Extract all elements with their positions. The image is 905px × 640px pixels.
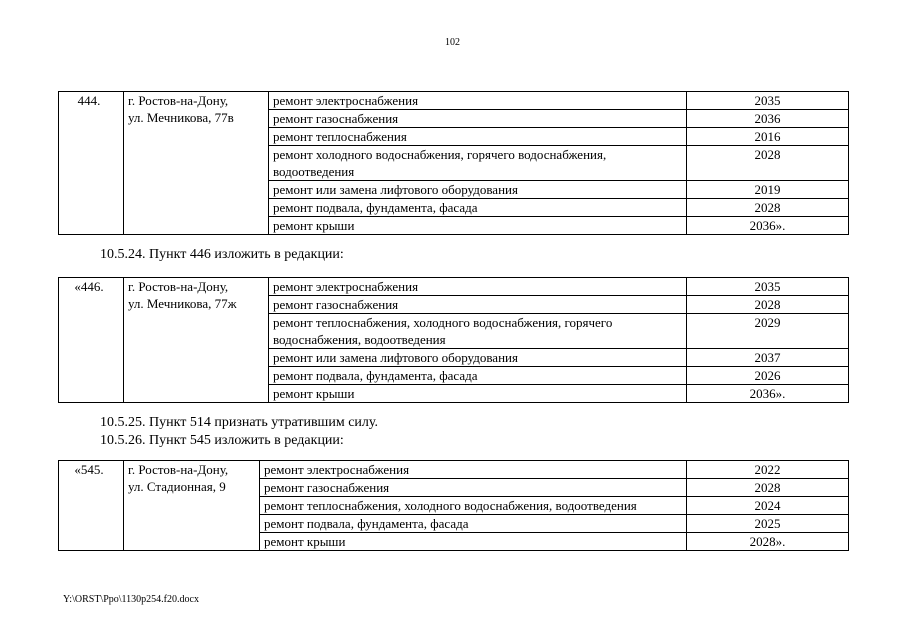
page-number: 102 — [445, 37, 460, 48]
work-cell: ремонт подвала, фундамента, фасада — [269, 367, 687, 385]
table-item-545 — [58, 460, 849, 551]
item-number: «446. — [59, 278, 124, 403]
work-cell: ремонт подвала, фундамента, фасада — [269, 199, 687, 217]
table-row — [59, 278, 849, 296]
address-line-2: ул. Мечникова, 77в — [128, 110, 234, 125]
paragraph-10-5-24: 10.5.24. Пункт 446 изложить в редакции: — [100, 247, 344, 262]
paragraph-10-5-25: 10.5.25. Пункт 514 признать утратившим силу. — [100, 415, 378, 430]
item-number: «545. — [59, 461, 124, 551]
year-cell: 2019 — [687, 181, 849, 199]
year-cell: 2028 — [687, 199, 849, 217]
year-cell: 2029 — [687, 314, 849, 349]
address-line-2: ул. Стадионная, 9 — [128, 479, 226, 494]
address-line-1: г. Ростов-на-Дону, — [128, 279, 229, 294]
table-row — [59, 461, 849, 479]
year-cell: 2025 — [687, 515, 849, 533]
work-cell: ремонт теплоснабжения, холодного водоснабжения, горячего водоснабжения, водоотведения — [269, 314, 687, 349]
work-cell: ремонт газоснабжения — [260, 479, 687, 497]
address-line-1: г. Ростов-на-Дону, — [128, 93, 229, 108]
work-cell: ремонт холодного водоснабжения, горячего водоснабжения, водоотведения — [269, 146, 687, 181]
item-number: 444. — [59, 92, 124, 235]
year-cell: 2028 — [687, 146, 849, 181]
year-cell: 2028 — [687, 296, 849, 314]
work-cell: ремонт крыши — [260, 533, 687, 551]
work-cell: ремонт или замена лифтового оборудования — [269, 181, 687, 199]
year-cell: 2036». — [687, 217, 849, 235]
footer-file-path: Y:\ORST\Ppo\1130p254.f20.docx — [63, 594, 199, 605]
table-item-444 — [58, 91, 849, 235]
table-item-446 — [58, 277, 849, 403]
work-cell: ремонт электроснабжения — [260, 461, 687, 479]
year-cell: 2028». — [687, 533, 849, 551]
work-cell: ремонт электроснабжения — [269, 92, 687, 110]
year-cell: 2036». — [687, 385, 849, 403]
work-cell: ремонт теплоснабжения, холодного водоснабжения, водоотведения — [260, 497, 687, 515]
work-cell: ремонт или замена лифтового оборудования — [269, 349, 687, 367]
year-cell: 2035 — [687, 92, 849, 110]
address-cell — [124, 461, 260, 551]
year-cell: 2037 — [687, 349, 849, 367]
work-cell: ремонт крыши — [269, 385, 687, 403]
year-cell: 2036 — [687, 110, 849, 128]
work-cell: ремонт электроснабжения — [269, 278, 687, 296]
work-cell: ремонт газоснабжения — [269, 296, 687, 314]
work-cell: ремонт подвала, фундамента, фасада — [260, 515, 687, 533]
address-line-2: ул. Мечникова, 77ж — [128, 296, 237, 311]
year-cell: 2024 — [687, 497, 849, 515]
year-cell: 2028 — [687, 479, 849, 497]
paragraph-10-5-26: 10.5.26. Пункт 545 изложить в редакции: — [100, 433, 344, 448]
year-cell: 2016 — [687, 128, 849, 146]
work-cell: ремонт крыши — [269, 217, 687, 235]
year-cell: 2022 — [687, 461, 849, 479]
address-line-1: г. Ростов-на-Дону, — [128, 462, 229, 477]
year-cell: 2035 — [687, 278, 849, 296]
work-cell: ремонт газоснабжения — [269, 110, 687, 128]
address-cell — [124, 278, 269, 403]
address-cell — [124, 92, 269, 235]
work-cell: ремонт теплоснабжения — [269, 128, 687, 146]
year-cell: 2026 — [687, 367, 849, 385]
table-row — [59, 92, 849, 110]
